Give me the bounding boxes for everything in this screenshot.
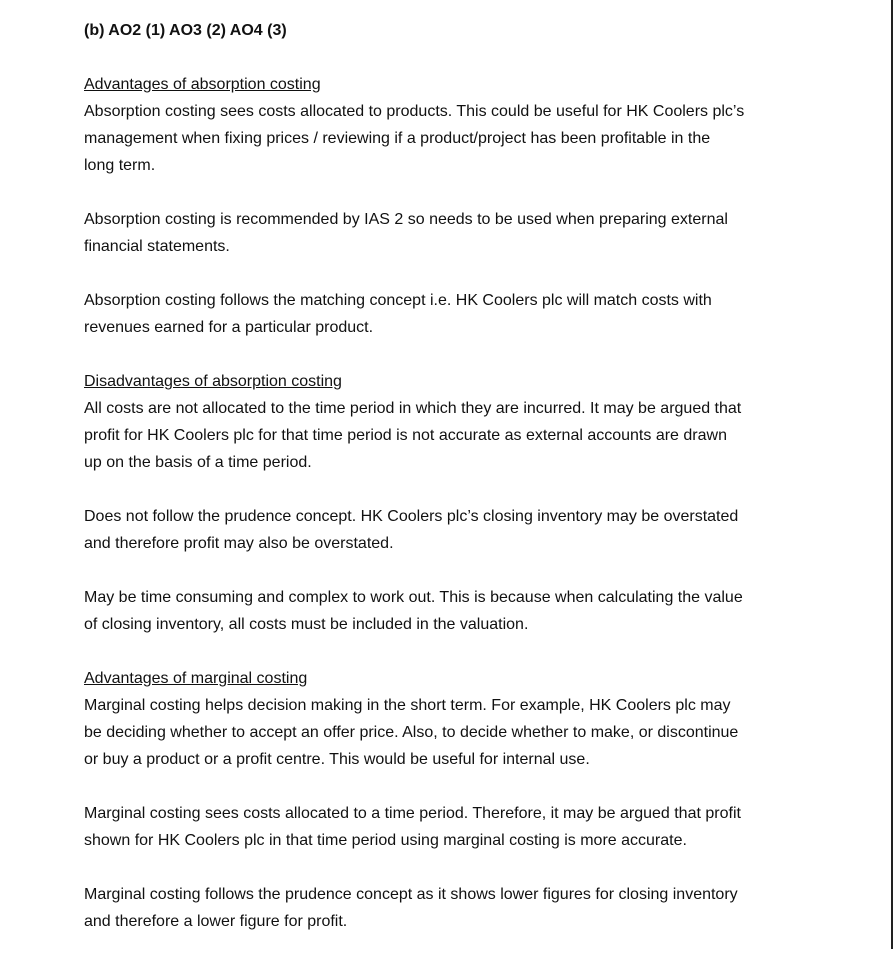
paragraph-line: shown for HK Coolers plc in that time period using marginal costing is more accurate.: [84, 832, 687, 849]
section: [84, 71, 884, 341]
paragraph-line: Marginal costing follows the prudence concept as it shows lower figures for closing inventory: [84, 886, 738, 903]
section-heading: Advantages of absorption costing: [84, 76, 321, 93]
paragraph-line: profit for HK Coolers plc for that time period is not accurate as external accounts are drawn: [84, 427, 727, 444]
paragraph-line: up on the basis of a time period.: [84, 454, 312, 471]
paragraph-line: Marginal costing helps decision making in the short term. For example, HK Coolers plc may: [84, 697, 731, 714]
paragraph: [84, 881, 884, 935]
paragraph-line: be deciding whether to accept an offer price. Also, to decide whether to make, or discontinue: [84, 724, 739, 741]
paragraph: [84, 584, 884, 638]
paragraph: [84, 692, 884, 773]
paragraph: [84, 98, 884, 179]
paragraph-line: All costs are not allocated to the time period in which they are incurred. It may be argued that: [84, 400, 742, 417]
paragraph-line: revenues earned for a particular product.: [84, 319, 374, 336]
paragraph: [84, 503, 884, 557]
paragraph: [84, 800, 884, 854]
section: [84, 368, 884, 638]
paragraph: [84, 395, 884, 476]
question-title: (b) AO2 (1) AO3 (2) AO4 (3): [84, 22, 287, 39]
section-heading: Advantages of marginal costing: [84, 670, 308, 687]
section-heading: Disadvantages of absorption costing: [84, 373, 342, 390]
section: [84, 665, 884, 935]
paragraph-line: Absorption costing is recommended by IAS 2 so needs to be used when preparing external: [84, 211, 728, 228]
paragraph-line: of closing inventory, all costs must be included in the valuation.: [84, 616, 529, 633]
paragraph-line: Does not follow the prudence concept. HK Coolers plc’s closing inventory may be overstated: [84, 508, 739, 525]
paragraph-line: long term.: [84, 157, 156, 174]
paragraph-line: and therefore a lower figure for profit.: [84, 913, 348, 930]
paragraph-line: Absorption costing sees costs allocated to products. This could be useful for HK Coolers plc’s: [84, 103, 745, 120]
paragraph-line: Marginal costing sees costs allocated to a time period. Therefore, it may be argued that profit: [84, 805, 741, 822]
paragraph-line: management when fixing prices / reviewing if a product/project has been profitable in the: [84, 130, 711, 147]
paragraph-line: and therefore profit may also be overstated.: [84, 535, 394, 552]
paragraph: [84, 206, 884, 260]
answer-sections: [84, 71, 884, 935]
paragraph-line: Absorption costing follows the matching concept i.e. HK Coolers plc will match costs with: [84, 292, 712, 309]
paragraph: [84, 287, 884, 341]
paragraph-line: or buy a product or a profit centre. This would be useful for internal use.: [84, 751, 590, 768]
document-content: [84, 17, 884, 962]
paragraph-line: financial statements.: [84, 238, 230, 255]
paragraph-line: May be time consuming and complex to work out. This is because when calculating the value: [84, 589, 743, 606]
